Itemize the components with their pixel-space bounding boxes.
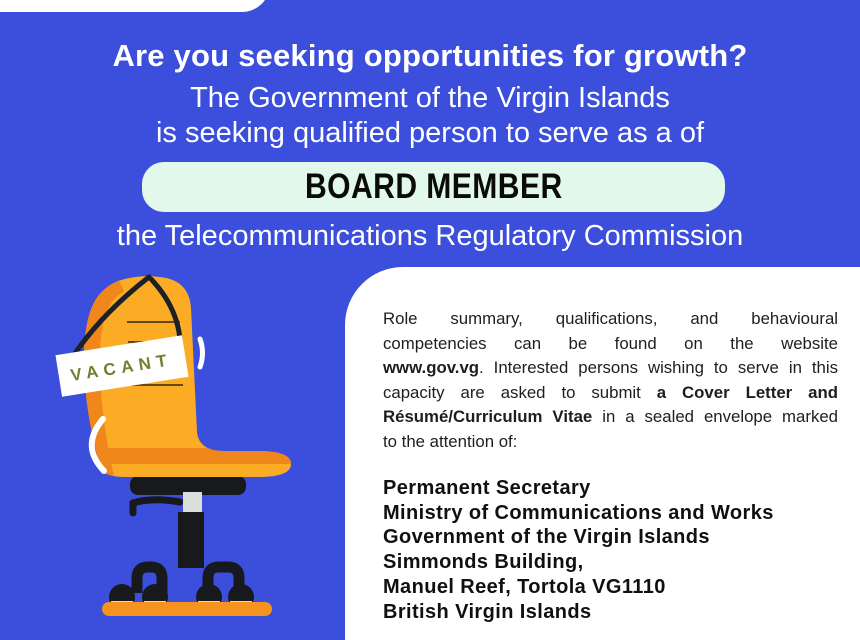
office-chair-icon	[18, 258, 338, 640]
address-line: Ministry of Communications and Works	[383, 501, 774, 524]
board-member-badge-label: BOARD MEMBER	[304, 167, 563, 206]
top-left-card	[0, 0, 270, 12]
paragraph-line: to the attention of:	[383, 431, 518, 451]
chair-column	[178, 512, 204, 568]
board-member-badge	[142, 162, 725, 212]
address-line: British Virgin Islands	[383, 600, 592, 623]
vacant-sign-label: VACANT	[69, 350, 174, 386]
website-link-text: www.gov.vg	[383, 358, 480, 377]
paragraph-line: capacity are asked to submit a Cover Letter and	[383, 382, 838, 402]
paragraph-line: competencies can be found on the website	[383, 333, 838, 353]
chair-lever	[133, 500, 180, 513]
motion-dash	[200, 339, 203, 367]
vacant-chair-illustration	[18, 258, 338, 640]
floor-bar	[102, 602, 272, 616]
info-panel	[345, 267, 860, 640]
address-line: Government of the Virgin Islands	[383, 526, 710, 549]
paragraph-line: Résumé/Curriculum Vitae in a sealed envelope marked	[383, 407, 839, 426]
role-summary-paragraph	[383, 307, 838, 454]
mailing-address	[383, 476, 836, 624]
subtitle-government: The Government of the Virgin Islands	[190, 82, 670, 114]
subtitle-seeking: is seeking qualified person to serve as a of	[155, 117, 705, 149]
page-title: Are you seeking opportunities for growth?	[112, 38, 748, 73]
address-line: Permanent Secretary	[383, 477, 591, 499]
address-line: Simmonds Building,	[383, 551, 584, 574]
paragraph-line: www.gov.vg. Interested persons wishing to serve in this	[383, 358, 838, 377]
address-line: Manuel Reef, Tortola VG1110	[383, 575, 666, 598]
paragraph-line: Role summary, qualifications, and behavioural	[383, 309, 838, 328]
subtitle-commission: the Telecommunications Regulatory Commission	[116, 220, 744, 252]
chair-piston	[183, 492, 202, 515]
